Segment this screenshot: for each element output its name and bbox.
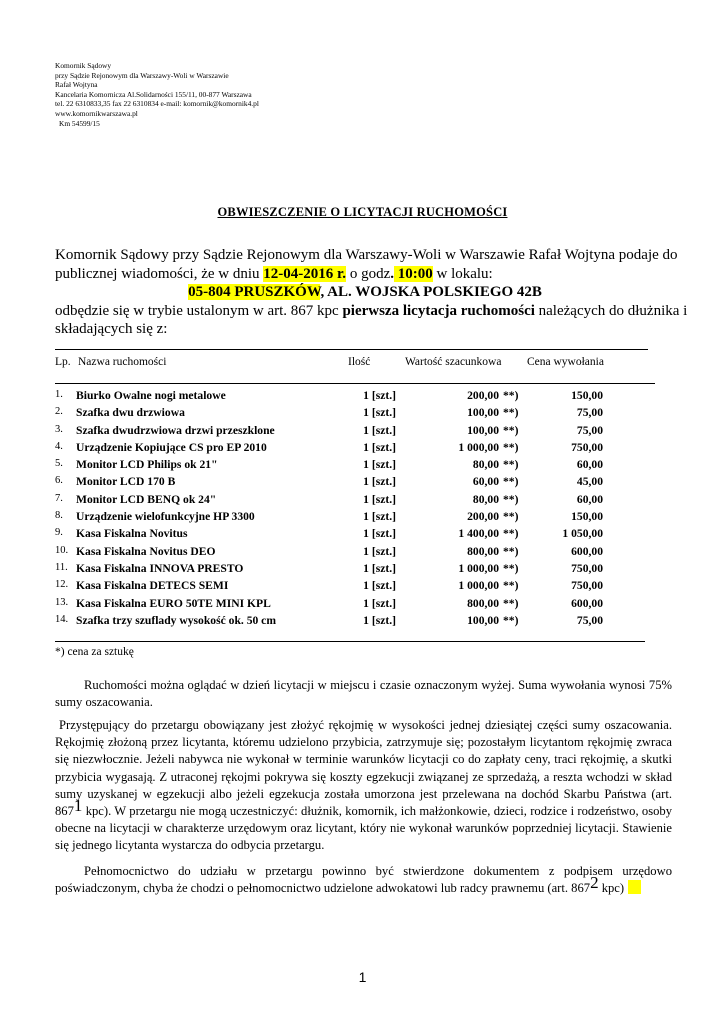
item-quantity: 1 [szt.] [363,596,396,610]
item-quantity: 1 [szt.] [363,544,396,558]
item-estimated-value: 1 000,00 [458,440,499,454]
item-call-price: 60,00 [576,492,603,506]
document-title: OBWIESZCZENIE O LICYTACJI RUCHOMOŚCI [217,205,508,219]
intro-text [55,246,688,339]
item-value-note: **) [503,596,519,610]
row-number: 5. [55,458,63,470]
item-quantity: 1 [szt.] [363,579,396,593]
table-row [55,579,655,596]
table-row [55,527,655,544]
table-row [55,562,655,579]
page-number: 1 [358,969,367,985]
table-row [55,475,655,492]
table-row [55,389,655,406]
item-estimated-value: 200,00 [467,510,499,524]
paragraph-text: kpc) [598,881,625,896]
item-name: Kasa Fiskalna DETECS SEMI [76,579,229,593]
item-value-note: **) [503,613,519,627]
item-call-price: 1 050,00 [562,527,603,541]
col-header-name: Nazwa ruchomości [78,356,167,368]
paragraph-power-of-attorney [55,863,672,897]
table-row [55,406,655,423]
item-call-price: 750,00 [571,579,603,593]
auction-time: 10:00 [393,265,433,282]
header-line: www.komornikwarszawa.pl [55,108,138,118]
case-number: Km 54599/15 [59,118,100,128]
item-value-note: **) [503,440,519,454]
item-call-price: 75,00 [576,423,603,437]
auction-date: 12-04-2016 [263,265,334,282]
item-estimated-value: 80,00 [472,492,499,506]
intro-text-part: w lokalu: [432,265,493,282]
row-number: 1. [55,389,63,400]
paragraph-viewing [55,677,672,711]
item-quantity: 1 [szt.] [363,458,396,472]
item-call-price: 750,00 [571,561,603,575]
table-row [55,510,655,527]
item-quantity: 1 [szt.] [363,510,396,524]
item-call-price: 60,00 [576,458,603,472]
item-estimated-value: 100,00 [467,423,499,437]
item-name: Monitor LCD Philips ok 21" [76,458,218,472]
item-name: Szafka dwu drzwiowa [76,406,185,420]
item-call-price: 600,00 [571,596,603,610]
item-estimated-value: 800,00 [467,596,499,610]
table-row [55,424,655,441]
item-estimated-value: 1 000,00 [458,579,499,593]
item-value-note: **) [503,389,519,402]
intro-line-2 [55,265,675,284]
item-call-price: 75,00 [576,406,603,420]
col-header-qty: Ilość [348,356,371,368]
item-quantity: 1 [szt.] [363,475,396,489]
item-call-price: 150,00 [571,389,603,402]
item-name: Kasa Fiskalna Novitus DEO [76,544,216,558]
table-top-rule [55,349,648,350]
superscript: 2 [590,873,599,893]
item-estimated-value: 1 400,00 [458,527,499,541]
item-value-note: **) [503,423,519,437]
item-quantity: 1 [szt.] [363,492,396,506]
item-name: Biurko Owalne nogi metalowe [76,389,226,402]
header-line: Rafał Wojtyna [55,80,98,90]
item-value-note: **) [503,475,519,489]
col-header-value: Wartość szacunkowa [405,356,502,368]
table-row [55,614,655,631]
header-line: Kancelaria Komornicza Al.Solidarności 155/11, 00-877 Warszawa [55,89,252,99]
item-call-price: 75,00 [576,613,603,627]
row-number: 6. [55,475,63,487]
item-value-note: **) [503,406,519,420]
paragraph-text: Ruchomości można oglądać w dzień licytacji w miejscu i czasie oznaczonym wyżej. Suma wywołania wynosi 75% sumy oszacowania. [55,678,672,710]
intro-text-part: publicznej wiadomości, że w dniu [55,265,264,282]
item-estimated-value: 200,00 [467,389,499,402]
row-number: 2. [55,406,63,418]
intro-text-part: . [390,265,394,282]
item-value-note: **) [503,544,519,558]
header-line: tel. 22 6310833,35 fax 22 6310834 e-mail: komornik@komornik4.pl [55,99,259,109]
item-value-note: **) [503,527,519,541]
item-name: Kasa Fiskalna INNOVA PRESTO [76,561,244,575]
item-name: Kasa Fiskalna Novitus [76,527,188,541]
item-estimated-value: 100,00 [467,613,499,627]
highlight-mark [628,880,641,894]
item-estimated-value: 800,00 [467,544,499,558]
item-name: Monitor LCD BENQ ok 24" [76,492,217,506]
item-estimated-value: 1 000,00 [458,561,499,575]
paragraph-text: kpc). W przetargu nie mogą uczestniczyć: dłużnik, komornik, ich małżonkowie, dzieci, rodzice i rodzeństwo, osoby obecne na licytacji w charakterze urzędowym oraz licytant, który nie wykonał warunków poprzedniej licytacji. Stawienie się jednego licytanta wystarcza do odbycia przetargu. [55,804,672,853]
intro-text-part: należących do dłużnika i [534,302,688,319]
item-quantity: 1 [szt.] [363,406,396,420]
bailiff-header [55,61,259,128]
item-quantity: 1 [szt.] [363,561,396,575]
item-value-note: **) [503,492,519,506]
item-call-price: 600,00 [571,544,603,558]
row-number: 4. [55,440,63,452]
address-street: , AL. WOJSKA POLSKIEGO 42B [320,284,542,300]
intro-line-1: Komornik Sądowy przy Sądzie Rejonowym dla Warszawy-Woli w Warszawie Rafał Wojtyna podaje do [55,247,678,263]
paragraph-text: Przystępujący do przetargu obowiązany jest złożyć rękojmię w wysokości jednej dziesiątej części sumy oszacowania. Rękojmię złożoną przez licytanta, któremu udzielono przybicia, zatrzymuje się; pozostałym licytantom rękojmię zwraca się niezwłocznie. Jeżeli nabywca nie wykonał w terminie warunków licytacji co do zapłaty ceny, traci rękojmię, a skutki przybicia wygasają. Z utraconej rękojmi pokrywa się koszty egzekucji związanej ze sprzedażą, a reszta wchodzi w skład sumy uzyskanej w egzekucji albo jeżeli egzekucja została umorzona jest przelewana na dochód Skarbu Państwa (art. 867 [55,718,672,819]
item-estimated-value: 100,00 [467,406,499,420]
item-name: Urządzenie Kopiujące CS pro EP 2010 [76,440,267,454]
row-number: 10. [55,544,69,556]
item-call-price: 45,00 [576,475,603,489]
item-estimated-value: 60,00 [472,475,499,489]
item-estimated-value: 80,00 [472,458,499,472]
superscript: 1 [73,796,83,816]
table-header-rule [55,383,655,384]
item-name: Szafka trzy szuflady wysokość ok. 50 cm [76,613,276,627]
paragraph-deposit [55,717,672,855]
address-city: 05-804 PRUSZKÓW [188,284,321,300]
item-name: Monitor LCD 170 B [76,475,176,489]
footnote: *) cena za sztukę [55,646,134,658]
intro-text-part: o godz [346,265,391,282]
table-row [55,597,655,614]
item-quantity: 1 [szt.] [363,423,396,437]
item-quantity: 1 [szt.] [363,613,396,627]
item-call-price: 150,00 [571,510,603,524]
intro-line-5: składających się z: [55,321,168,337]
row-number: 14. [55,613,69,625]
table-bottom-rule [55,641,645,642]
row-number: 8. [55,510,63,522]
item-name: Urządzenie wielofunkcyjne HP 3300 [76,510,255,524]
auction-type: pierwsza licytacja ruchomości [342,302,535,319]
row-number: 3. [55,423,63,435]
item-value-note: **) [503,458,519,472]
header-line: przy Sądzie Rejonowym dla Warszawy-Woli w Warszawie [55,70,229,80]
auction-address [55,283,675,302]
item-quantity: 1 [szt.] [363,527,396,541]
item-value-note: **) [503,561,519,575]
item-call-price: 750,00 [571,440,603,454]
header-line: Komornik Sądowy [55,61,112,70]
table-row [55,545,655,562]
item-name: Kasa Fiskalna EURO 50TE MINI KPL [76,596,271,610]
item-value-note: **) [503,510,519,524]
row-number: 13. [55,596,69,608]
item-name: Szafka dwudrzwiowa drzwi przeszklone [76,423,275,437]
col-header-call-price: Cena wywołania [527,356,604,368]
table-row [55,458,655,475]
paragraph-text: Pełnomocnictwo do udziału w przetargu powinno być stwierdzone dokumentem z podpisem urzędowo poświadczonym, chyba że chodzi o pełnomocnictwo udzielone adwokatowi lub radcy prawnemu (art. 867 [55,864,672,896]
row-number: 7. [55,492,63,504]
items-table [55,389,655,631]
intro-text-part: odbędzie się w trybie ustalonym w art. 867 kpc [55,302,343,319]
row-number: 9. [55,527,63,539]
auction-date-suffix: r. [333,265,347,282]
item-value-note: **) [503,579,519,593]
item-quantity: 1 [szt.] [363,440,396,454]
col-header-lp: Lp. [55,356,71,368]
table-row [55,493,655,510]
row-number: 12. [55,579,69,591]
item-quantity: 1 [szt.] [363,389,396,402]
intro-line-4 [55,302,688,321]
table-row [55,441,655,458]
row-number: 11. [55,561,68,573]
